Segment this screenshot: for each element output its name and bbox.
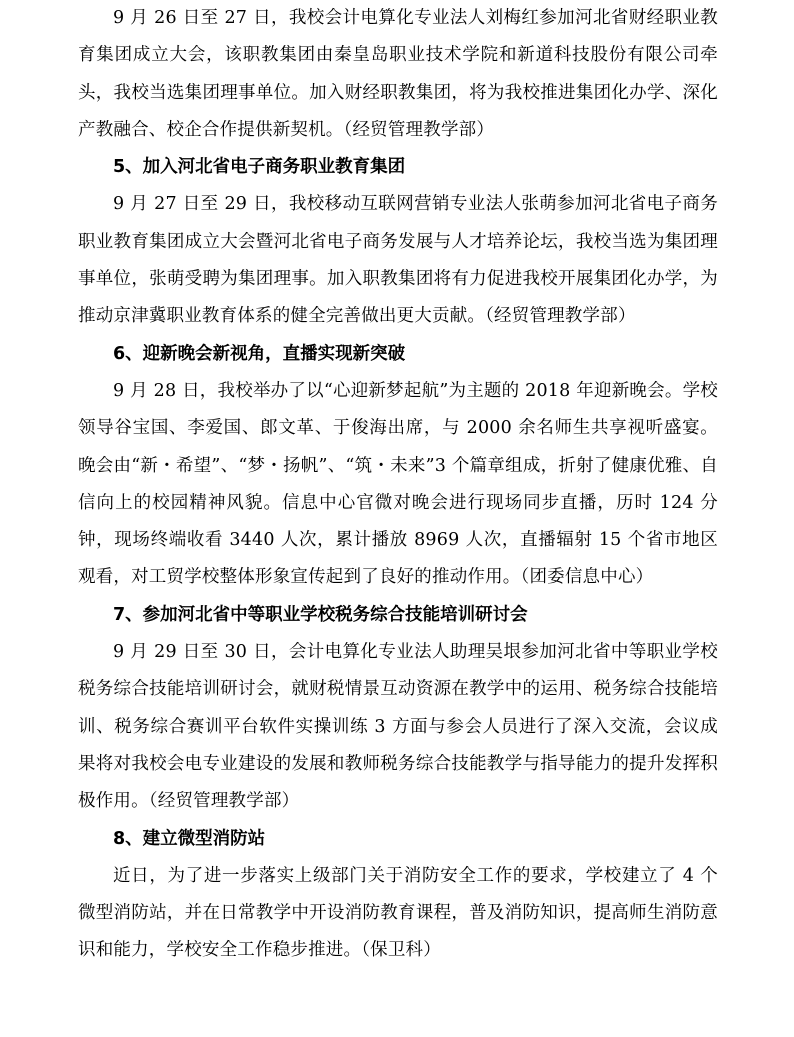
paragraph-finance-group: 9 月 26 日至 27 日，我校会计电算化专业法人刘梅红参加河北省财经职业教育集团成立大会，该职教集团由秦皇岛职业技术学院和新道科技股份有限公司牵头，我校当选集团理事单位。加入财经职教集团，将为我校推进集团化办学、深化产教融合、校企合作提供新契机。（经贸管理教学部） [78,8,718,140]
document-page [78,0,718,970]
heading-welcome-gala: 6、迎新晚会新视角，直播实现新突破 [113,343,406,364]
heading-fire-station: 8、建立微型消防站 [113,828,266,849]
paragraph-welcome-gala: 9 月 28 日，我校举办了以“心迎新梦起航”为主题的 2018 年迎新晚会。学校领导谷宝国、李爱国、郎文革、于俊海出席，与 2000 余名师生共享视听盛宴。晚会由“新・希望”、“梦・扬帆”、“筑・未来”3 个篇章组成，折射了健康优雅、自信向上的校园精神风貌。信息中心官微对晚会进行现场同步直播，历时 124 分钟，现场终端收看 3440 人次，累计播放 8969 人次，直播辐射 15 个省市地区观看，对工贸学校整体形象宣传起到了良好的推动作用。（团委信息中心） [78,380,718,588]
heading-ecommerce-group: 5、加入河北省电子商务职业教育集团 [113,157,406,178]
paragraph-fire-station: 近日，为了进一步落实上级部门关于消防安全工作的要求，学校建立了 4 个微型消防站，并在日常教学中开设消防教育课程，普及消防知识，提高师生消防意识和能力，学校安全工作稳步推进。（保卫科） [78,865,718,961]
heading-tax-seminar: 7、参加河北省中等职业学校税务综合技能培训研讨会 [113,604,528,625]
paragraph-tax-seminar: 9 月 29 日至 30 日，会计电算化专业法人助理吴垠参加河北省中等职业学校税务综合技能培训研讨会，就财税情景互动资源在教学中的运用、税务综合技能培训、税务综合赛训平台软件实操训练 3 方面与参会人员进行了深入交流，会议成果将对我校会电专业建设的发展和教师税务综合技能教学与指导能力的提升发挥积极作用。（经贸管理教学部） [78,642,718,812]
paragraph-ecommerce-group: 9 月 27 日至 29 日，我校移动互联网营销专业法人张萌参加河北省电子商务职业教育集团成立大会暨河北省电子商务发展与人才培养论坛，我校当选为集团理事单位，张萌受聘为集团理事。加入职教集团将有力促进我校开展集团化办学，为推动京津冀职业教育体系的健全完善做出更大贡献。（经贸管理教学部） [78,194,718,327]
